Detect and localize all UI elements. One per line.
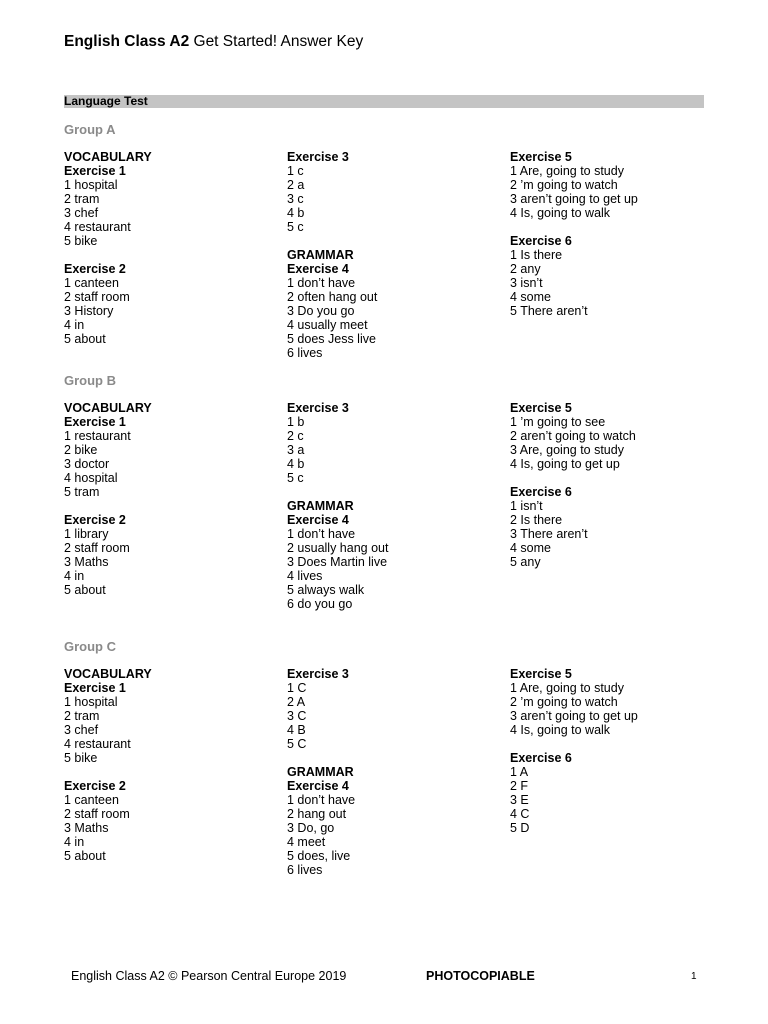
exercise-heading: Exercise 6 (510, 751, 572, 765)
answer-line: 5 There aren’t (510, 304, 588, 318)
answer-line: 1 A (510, 765, 529, 779)
answer-line: 2 ’m going to watch (510, 695, 618, 709)
answer-line: 3 Do, go (287, 821, 335, 835)
answer-line: 4 C (510, 807, 530, 821)
answer-line: 1 canteen (64, 276, 119, 290)
answer-line: 3 isn’t (510, 276, 543, 290)
exercise-heading: Exercise 6 (510, 234, 572, 248)
answer-line: 5 does Jess live (287, 332, 376, 346)
answer-line: 3 c (287, 192, 304, 206)
section-title: Language Test (64, 94, 148, 108)
answer-line: 4 restaurant (64, 220, 131, 234)
answer-line: 4 restaurant (64, 737, 131, 751)
exercise-heading: Exercise 3 (287, 667, 349, 681)
answer-line: 1 c (287, 164, 304, 178)
exercise-heading: Exercise 4 (287, 779, 349, 793)
answer-line: 6 lives (287, 863, 323, 877)
spacer (287, 485, 507, 499)
exercise-heading: Exercise 4 (287, 262, 349, 276)
answer-line: 3 a (287, 443, 305, 457)
group-b-column-2 (287, 401, 507, 611)
answer-line: 4 lives (287, 569, 323, 583)
group-a-heading: Group A (64, 122, 116, 137)
exercise-heading: Exercise 4 (287, 513, 349, 527)
answer-line: 6 do you go (287, 597, 353, 611)
answer-line: 2 staff room (64, 290, 130, 304)
answer-line: 4 Is, going to walk (510, 723, 611, 737)
exercise-heading: Exercise 6 (510, 485, 572, 499)
answer-line: 1 hospital (64, 178, 118, 192)
exercise-heading: Exercise 1 (64, 415, 126, 429)
answer-line: 1 don’t have (287, 276, 356, 290)
answer-line: 4 in (64, 835, 85, 849)
spacer (287, 751, 507, 765)
answer-line: 1 don’t have (287, 793, 356, 807)
answer-line: 2 any (510, 262, 541, 276)
answer-line: 1 Are, going to study (510, 164, 624, 178)
answer-line: 5 about (64, 332, 106, 346)
answer-line: 3 Maths (64, 555, 109, 569)
answer-line: 3 chef (64, 206, 99, 220)
answer-line: 2 Is there (510, 513, 563, 527)
answer-line: 2 ’m going to watch (510, 178, 618, 192)
answer-line: 5 c (287, 220, 304, 234)
spacer (510, 220, 730, 234)
answer-line: 4 in (64, 569, 85, 583)
answer-line: 4 usually meet (287, 318, 368, 332)
exercise-heading: GRAMMAR (287, 499, 354, 513)
spacer (287, 234, 507, 248)
group-c-column-3 (510, 667, 730, 835)
group-c-column-1 (64, 667, 284, 863)
answer-line: 5 tram (64, 485, 100, 499)
group-a-column-3 (510, 150, 730, 318)
answer-line: 4 b (287, 206, 305, 220)
answer-line: 1 Are, going to study (510, 681, 624, 695)
title-course: English Class A2 (64, 33, 190, 50)
answer-line: 2 hang out (287, 807, 347, 821)
answer-line: 2 aren’t going to watch (510, 429, 636, 443)
answer-line: 2 staff room (64, 541, 130, 555)
answer-line: 5 D (510, 821, 530, 835)
exercise-heading: Exercise 5 (510, 401, 572, 415)
answer-line: 4 some (510, 541, 551, 555)
answer-line: 1 Is there (510, 248, 563, 262)
group-a-column-2 (287, 150, 507, 360)
answer-line: 2 c (287, 429, 304, 443)
exercise-heading: GRAMMAR (287, 765, 354, 779)
section-header-bar (64, 95, 704, 108)
answer-line: 2 usually hang out (287, 541, 389, 555)
answer-line: 3 Do you go (287, 304, 355, 318)
exercise-heading: Exercise 5 (510, 150, 572, 164)
answer-line: 4 meet (287, 835, 326, 849)
answer-line: 3 Does Martin live (287, 555, 388, 569)
answer-line: 5 does, live (287, 849, 351, 863)
answer-line: 5 about (64, 849, 106, 863)
answer-line: 2 a (287, 178, 305, 192)
answer-line: 1 b (287, 415, 305, 429)
group-b-column-1 (64, 401, 284, 597)
footer-copyright: English Class A2 © Pearson Central Europe 2019 (71, 969, 347, 983)
spacer (64, 765, 284, 779)
answer-line: 5 c (287, 471, 304, 485)
answer-line: 1 ’m going to see (510, 415, 606, 429)
group-c-column-2 (287, 667, 507, 877)
exercise-heading: Exercise 5 (510, 667, 572, 681)
answer-line: 4 Is, going to walk (510, 206, 611, 220)
footer-photocopiable: PHOTOCOPIABLE (426, 969, 535, 983)
group-a-column-1 (64, 150, 284, 346)
answer-line: 1 don’t have (287, 527, 356, 541)
answer-line: 3 E (510, 793, 529, 807)
answer-line: 1 canteen (64, 793, 119, 807)
exercise-heading: Exercise 1 (64, 164, 126, 178)
exercise-heading: VOCABULARY (64, 150, 152, 164)
answer-line: 4 some (510, 290, 551, 304)
answer-line: 4 in (64, 318, 85, 332)
spacer (64, 248, 284, 262)
exercise-heading: Exercise 1 (64, 681, 126, 695)
answer-line: 3 chef (64, 723, 99, 737)
answer-line: 2 tram (64, 192, 100, 206)
answer-line: 2 bike (64, 443, 98, 457)
spacer (510, 737, 730, 751)
answer-line: 2 A (287, 695, 306, 709)
exercise-heading: Exercise 2 (64, 779, 126, 793)
exercise-heading: Exercise 3 (287, 401, 349, 415)
answer-line: 2 staff room (64, 807, 130, 821)
group-c-heading: Group C (64, 639, 116, 654)
answer-line: 5 bike (64, 751, 98, 765)
answer-line: 4 B (287, 723, 306, 737)
answer-line: 5 any (510, 555, 541, 569)
answer-line: 5 always walk (287, 583, 365, 597)
answer-line: 4 Is, going to get up (510, 457, 620, 471)
answer-line: 3 History (64, 304, 114, 318)
exercise-heading: GRAMMAR (287, 248, 354, 262)
answer-line: 1 restaurant (64, 429, 131, 443)
spacer (64, 499, 284, 513)
exercise-heading: VOCABULARY (64, 401, 152, 415)
answer-line: 1 C (287, 681, 307, 695)
answer-line: 3 There aren’t (510, 527, 588, 541)
document-title (64, 33, 363, 51)
answer-line: 3 Maths (64, 821, 109, 835)
exercise-heading: Exercise 2 (64, 513, 126, 527)
answer-line: 2 often hang out (287, 290, 378, 304)
answer-line: 4 b (287, 457, 305, 471)
answer-line: 3 C (287, 709, 307, 723)
answer-line: 3 aren’t going to get up (510, 709, 638, 723)
group-b-heading: Group B (64, 373, 116, 388)
page-number: 1 (691, 971, 697, 982)
group-b-column-3 (510, 401, 730, 569)
exercise-heading: Exercise 3 (287, 150, 349, 164)
title-subtitle: Get Started! Answer Key (189, 33, 364, 50)
answer-line: 6 lives (287, 346, 323, 360)
answer-line: 1 library (64, 527, 109, 541)
exercise-heading: Exercise 2 (64, 262, 126, 276)
answer-line: 1 isn’t (510, 499, 543, 513)
answer-line: 3 doctor (64, 457, 110, 471)
answer-line: 2 tram (64, 709, 100, 723)
answer-line: 3 Are, going to study (510, 443, 624, 457)
answer-line: 5 C (287, 737, 307, 751)
exercise-heading: VOCABULARY (64, 667, 152, 681)
answer-line: 5 bike (64, 234, 98, 248)
answer-line: 5 about (64, 583, 106, 597)
answer-line: 1 hospital (64, 695, 118, 709)
answer-line: 3 aren’t going to get up (510, 192, 638, 206)
answer-line: 4 hospital (64, 471, 118, 485)
spacer (510, 471, 730, 485)
answer-line: 2 F (510, 779, 529, 793)
